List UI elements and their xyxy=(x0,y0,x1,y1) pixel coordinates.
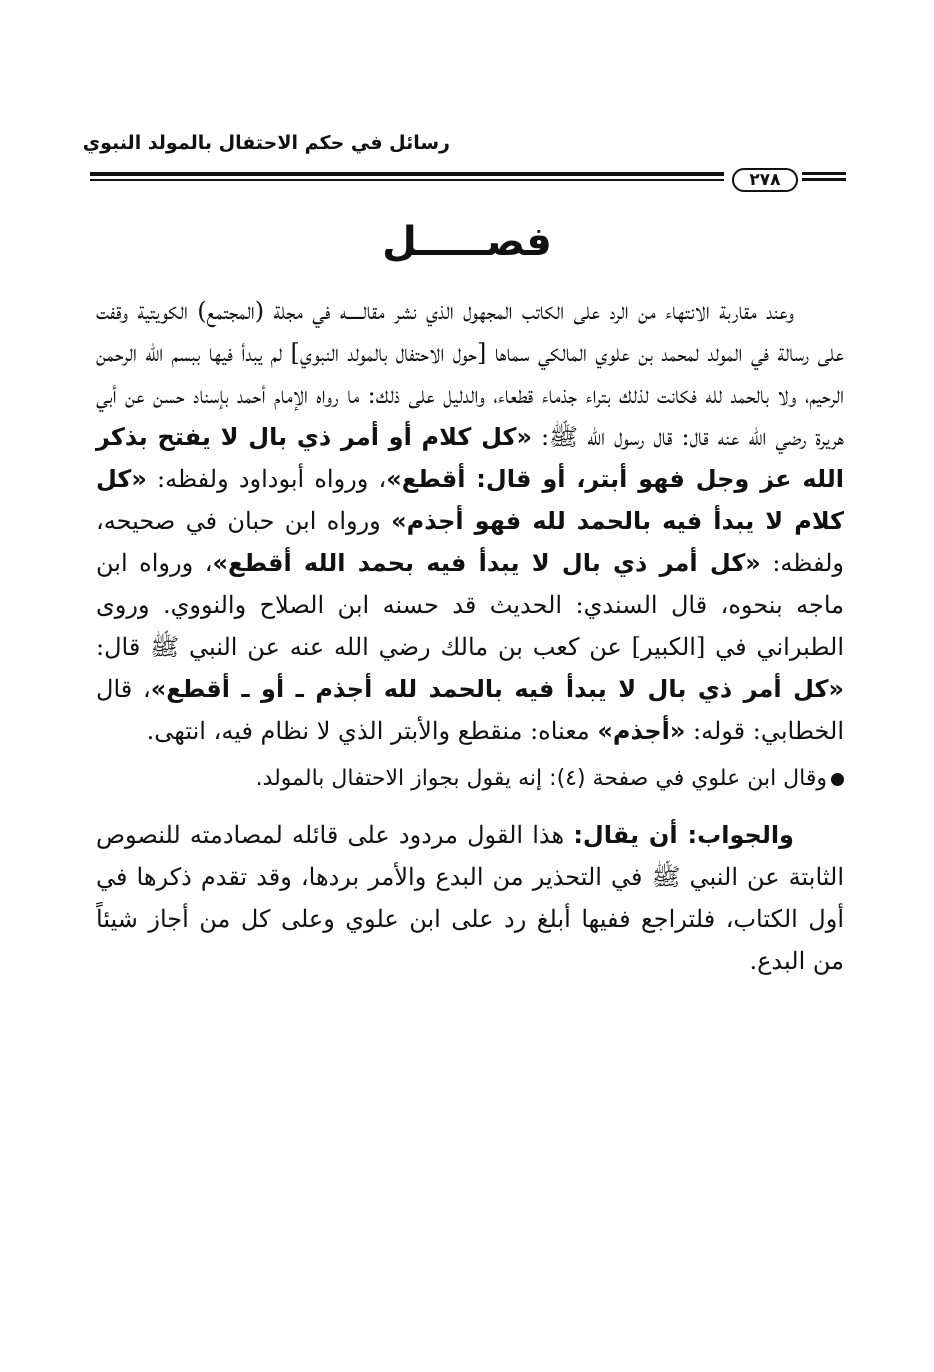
hadith-quote: «كل أمر ذي بال لا يبدأ فيه بالحمد لله أجذم ـ أو ـ أقطع» xyxy=(150,675,844,703)
header-rule-right-line-bottom xyxy=(802,178,846,181)
header-rule xyxy=(90,168,846,190)
answer-lead: والجواب: أن يقال: xyxy=(573,821,794,849)
answer-text: هذا القول مردود على قائله لمصادمته للنصوص الثابتة عن النبي ﷺ في التحذير من البدع والأمر بردها، وقد تقدم ذكرها في أول الكتاب، فلتراجع ففيها أبلغ رد على ابن علوي وعلى كل من أجاز شيئاً من البدع. xyxy=(96,821,844,975)
header-rule-thick-line xyxy=(90,172,724,176)
paragraph-text: ورواه ابن حبان في صحيحه، ولفظه: xyxy=(96,507,844,577)
paragraph-hadith-evidence xyxy=(96,290,844,752)
body-text xyxy=(96,290,844,982)
paragraph-answer xyxy=(96,814,844,982)
header-rule-right-line-top xyxy=(802,172,846,175)
hadith-quote: «كل أمر ذي بال لا يبدأ فيه بحمد الله أقطع» xyxy=(212,549,761,577)
paragraph-text: ، قال الخطابي: قوله: xyxy=(96,675,844,745)
hadith-quote: «كل كلام لا يبدأ فيه بالحمد لله فهو أجذم» xyxy=(96,465,845,535)
hadith-quote: «أجذم» xyxy=(597,717,686,745)
bullet-text: وقال ابن علوي في صفحة (٤): إنه يقول بجواز الاحتفال بالمولد. xyxy=(255,766,827,791)
bullet-claim xyxy=(96,758,844,800)
bullet-dot-icon xyxy=(831,773,844,786)
running-title: رسائل في حكم الاحتفال بالمولد النبوي xyxy=(82,132,450,154)
page-number: ٢٧٨ xyxy=(732,168,798,192)
hadith-quote: «كل كلام أو أمر ذي بال لا يفتح بذكر الله عز وجل فهو أبتر، أو قال: أقطع» xyxy=(96,423,844,493)
paragraph-text: معناه: منقطع والأبتر الذي لا نظام فيه، انتهى. xyxy=(146,717,598,745)
section-title: فصـــــل xyxy=(382,219,552,265)
paragraph-text: ، ورواه أبوداود ولفظه: xyxy=(146,465,387,493)
header-rule-thin-line xyxy=(90,179,724,181)
paragraph-text: وعند مقاربة الانتهاء من الرد على الكاتب المجهول الذي نشر مقالـــــه في مجلة (المجتمع) الكويتية وقفت على رسالة في المولد لمحمد بن علوي المالكي سماها [حول الاحتفال بالمولد النبوي] لم يبدأ فيها ببسم الله الرحمن الرحيم، ولا بالحمد لله فكانت لذلك بتراء جذماء قطعاء، والدليل على ذلك: ما رواه الإمام أحمد بإسناد حسن عن أبي هريرة رضي الله عنه قال: قال رسول الله ﷺ: xyxy=(96,297,844,451)
paragraph-text: ، ورواه ابن ماجه بنحوه، قال السندي: الحديث قد حسنه ابن الصلاح والنووي. وروى الطبراني في [الكبير] عن كعب بن مالك رضي الله عنه عن النبي ﷺ قال: xyxy=(96,549,844,661)
